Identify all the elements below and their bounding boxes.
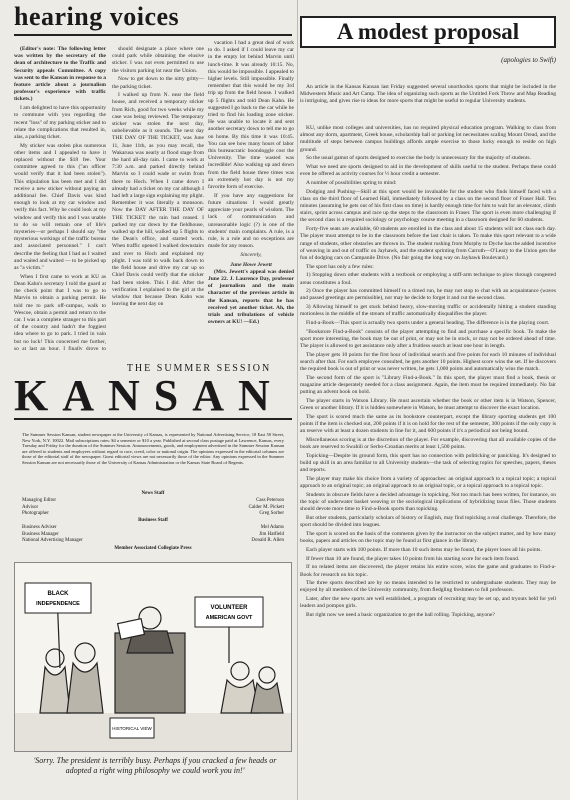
proposal-body (300, 125, 556, 780)
proposal-paragraph: The sport is scored much the same as its bookstore counterpart, except the library sporting students get 100 points if the item is checked out, 200 points if it is on hold for the rest of the semester, 300 points if the only copy is an reserve with at least a dozen students in line for it, and 600 points if it's a periodical not being bound. (300, 414, 556, 435)
proposal-paragraph: But other students, particularly scholars of history or English, may find topicking a real challenge. Therefore, the sport should be divided into leagues. (300, 515, 556, 529)
staff-row (22, 511, 284, 517)
proposal-paragraph: The sport is scored on the basis of the comments given by the instructor on the subject matter, and by how many books, papers and articles on the topic may be found at first glance in the library. (300, 531, 556, 545)
letter-paragraph: When I first came to work at KU as Dean Kahn's secretary I told the guard at the check point that I was to go to Marvin to obtain a parking permit. He told me to park off-campus, walk to Wescoe, obtain a permit and return to the car. I was a complete stranger to this part of the country and hadn't the foggiest idea where to go to park. I tried in vain but no luck! This concerned me further, so at last an hour. I finally drove to (14, 273, 106, 350)
staff-role: Advisor (22, 504, 39, 510)
proposal-paragraph: The three sports described are by no means intended to be restricted to undergraduate students. They may be enjoyed by all members of the University community, from fledgling freshmen to full professors. (300, 580, 556, 594)
cartoon-caption: 'Sorry. The president is terribly busy. Perhaps if you cracked a few heads or adopted a right wing philosophy we could work you in!' (33, 756, 277, 775)
proposal-paragraph: If no related items are discovered, the player retains his entire score, wins the game and graduates to Find-a-Book for research on his topic. (300, 564, 556, 578)
proposal-paragraph: Later, after the new sports are well established, a program of recruiting may be set up, and tryouts held for yell leaders and pompon girls. (300, 596, 556, 610)
letter-column-1 (14, 46, 106, 350)
proposal-paragraph: An article in the Kansas Kansan last Friday suggested several unorthodox sports that might be included in the Midwestern Music and Art Camp. The idea of organizing such sports as the Untitled Fork Throw and Map Reading is intriguing, and gives rise to ideas for more sports that might be useful to regular University students. (300, 84, 556, 105)
proposal-paragraph: 2) Once the player has committed himself to a timed run, he may not stop to chat with an acquaintance (waves and passed greetings are permissible), nor may he decide to forget it and cut the second class. (300, 288, 556, 302)
proposal-paragraph: Miscellaneous scoring is at the discretion of the player. For example, discovering that all available copies of the book are reserved to Swahili or Serbo-Croatian merits at least 1,500 points. (300, 437, 556, 451)
news-staff-heading: News Staff (141, 491, 165, 496)
right-figures (221, 627, 283, 713)
editorial-cartoon (14, 562, 292, 752)
proposal-paragraph: Each player starts with 100 points. If more than 10 such items may be found, the player loses all his points. (306, 546, 542, 553)
masthead-title: KANSAN (14, 376, 292, 420)
staff-role: Business Adviser (22, 525, 57, 531)
staff-name: Greg Sorber (259, 510, 284, 516)
letter-closing: Sincerely, (240, 252, 262, 259)
letter-paragraph: If you have any suggestions for future situations I would greatly appreciate your pearls of wisdom. The lack of communication and unreasonable logic (?) is one of the students' main complaints. A rule, is a rule, is a rule and no exceptions are made for any reason. (208, 192, 294, 250)
proposal-paragraph: The player starts in Watson Library. He must ascertain whether the book or other item is in Watson, Spencer, Green or another library. If it is hidden somewhere in Watson, he must attempt to discover the exact location. (300, 398, 556, 412)
svg-text:INDEPENDENCE: INDEPENDENCE (36, 601, 80, 607)
staff-role: National Advertising Manager (22, 538, 83, 544)
staff-row (22, 538, 284, 544)
staff-name: Donald R. Allen (251, 538, 284, 544)
svg-text:VOLUNTEER: VOLUNTEER (210, 605, 248, 611)
letter-paragraph: I walked up from N. near the field house, and received a temporary sticker from Rich, good for two weeks while my case was being reviewed. The temporary sticker was stolen the next day, unbelievable as it sounds. The next day THE DAY OF THE TICKET, was June 11, June 11th, as you may recall, the Wakarusa was nearly at flood stage from the hard all-day rain. I came to work at 7:30 a.m. and parked directly behind Marvin so I could wade or swim from there to Hoch. When I came down I already had a ticket on my car although I had left a large sign explaining my plight. Remember it was literally a monsoon. Now the DAY AFTER THE DAY OF THE TICKET the rain had ceased. I parked my car down by the fieldhouse, walked up the hill, walked up 5 flights to the Dean's office, and started work. When traffic opened I walked downstairs and over to Hoch and explained my plight. I was told to walk back down to the field house and drive my car up so Chief Davis could verify that the sticker had been stolen. This I did. After the verification I explained to the girl at the window that because Dean Kahn was leaving the next day on (112, 92, 204, 308)
proposal-paragraph: Topicking—Despite its ground form, this sport has no connection with politicking or panicking. It's designed to build up skill in an area familiar to all University students—the task of selecting topics for speeches, papers, theses and reports. (300, 453, 556, 474)
staff-name: Jim Hatfield (259, 531, 284, 537)
business-staff-heading: Business Staff (138, 518, 168, 524)
cartoon-drawing (15, 563, 291, 751)
press-membership: Member Associated Collegiate Press (114, 546, 192, 552)
letters-section-title: hearing voices (14, 2, 292, 36)
letter-paragraph: vacation I had a great deal of work to do. I asked if I could leave my car in the empty lot behind Marvin until lunch-time. It was already 10:15. No, this would be impossible. I appealed to higher levels. Still impossible. Finally remember that this would be my 3rd trip up from the field house. I walked up 5 flights and told Dean Kahn. He suggested I go back to the car while he tried to find his loading zone sticker. He was unable to locate it and sent another secretary down to tell me to go on home. By this time it was 10:45. You can see how many hours of labor this bureaucratic boondoggle cost the University. The time wasted was incredible! Also walking up and down from the field house three times was an extremely hot day is not my favorite form of exercise. (208, 40, 294, 191)
staff-name: Mel Adams (260, 525, 284, 531)
proposal-paragraph: The player may make his choice from a variety of approaches: an original approach to a topical topic; a topical approach to an original topic; an original approach to an original topic, or a topical approach to a topical topic. (300, 476, 556, 490)
proposal-paragraph: 1) Stopping down other students with a textbook or employing a stiff-arm technique to plow through congested areas constitutes a foul. (300, 272, 556, 286)
proposal-byline: (apologies to Swift) (501, 56, 556, 64)
letter-paragraph: (Editor's note: The following letter was written by the secretary of the dean of architecture to the Traffic and Security appeals Committee. A copy was sent to the Kansan in response to a feature article about a journalism professor's experience with traffic tickets.) (14, 46, 106, 103)
letter-paragraph: should designate a place where one could park while obtaining the elusive sticker. I was not even permitted to use the visitors parking lot near the Union. (112, 46, 204, 74)
proposal-paragraph: The second form of the sport is "Library Find-a-Book." In this sport, the player must find a book, thesis or magazine article desperately needed for a class assignment. Again, the item must be required immediately. No fair putting an advent hook on hold. (300, 375, 556, 396)
proposal-paragraph: Dodging and Pushing—Skill at this sport would be invaluable for the student who finds himself faced with a class on the third floor of Learned Hall, immediately followed by a class on the second floor of Fraser Hall. Ten minutes (assuming he gets out of his first class on time) is hardly enough time for him to wait for an elevator, climb stairs, sprint across campus and race up the steps to the classroom in Fraser. The sport is even more challenging if the second class is a required sociology or psychology course meeting in a classroom designed for 60 students. (300, 188, 556, 224)
staff-role: Business Manager (22, 531, 59, 537)
staff-box (22, 490, 284, 553)
staff-name: Calder M. Pickett (248, 504, 284, 510)
proposal-paragraph: The player gets 10 points for the first hour of individual search and five points for each 10 minutes of individual search after that. For each employee consulted, he gets another 10 points. Highest score wins the set. If he discovers the required book is out of print or was never written, he gets 1,000 points and automatically wins the match. (300, 351, 556, 373)
masthead-info: The Summer Session Kansan, student newspaper at the University of Kansas, is represented by National Advertising Service, 18 East 50 Street, New York, N.Y. 10022. Mail subscriptions rates: $4 a semester or $10 a year. Published at second class postage paid at Lawrence, Kansas, every Tuesday and Friday for the duration of the Summer Session. Announcements, goods, and employment advertised in the Summer Session Kansan are offered to students and employees without regard to race, creed, color or national origin. The opinions expressed in the editorial columns are those of the editorial staff of the newspaper. Guest editorial views are not necessarily those of the editor. Any opinions expressed in the Summer Session Kansan are not necessarily those of the University of Kansas Administration or the Kansas State Board of Regents. (22, 432, 284, 465)
proposal-paragraph: So the usual gamut of sports designed to exercise the body is unnecessary for the majority of students. (306, 155, 531, 162)
sign-black-independence (25, 583, 91, 613)
proposal-intro (300, 84, 556, 124)
svg-text:HISTORICAL VIEW: HISTORICAL VIEW (112, 726, 152, 731)
proposal-paragraph: What we need are sports designed to aid in the development of skills useful to the student. Perhaps these could even be offered as activity courses for ½ hour credit a semester. (300, 164, 556, 178)
staff-role: Managing Editor (22, 498, 57, 504)
proposal-paragraph: But right now we need a basic organization to get the ball rolling. Topicking, anyone? (306, 612, 495, 619)
svg-text:BLACK: BLACK (47, 591, 69, 597)
editor-note: (Mrs. Jewett's appeal was denied June 22. J. Laurence Day, professor of journalism and the main character of the previous article in the Kansan, reports that he has received yet another ticket. Ah, the trials and tribulations of vehicle owners at KU! —Ed.) (208, 268, 294, 326)
proposal-paragraph: Find-a-Book—This sport is actually two sports under a general heading. The difference is in the playing court. (306, 320, 550, 327)
letter-signature: June Howe Jewett (230, 261, 272, 268)
proposal-paragraph: KU, unlike most colleges and universities, has no required physical education program. Walking to class from almost any dorm, apartment, Greek house, scholarship hall or parking lot necessitates scaling Mount Oread, and the multitude of steps between campus buildings affords ample exercise to those lucky enough to reside on high ground. (300, 125, 556, 153)
letter-column-2 (112, 46, 204, 350)
letter-paragraph: My sticker was stolen plus numerous other items and I appealed to have it replaced without the $18 fee. Your committee agreed to this ("an officer would verify that it had been stolen"). This stipulation has been met and I did receive a new sticker without paying an additional fee. Chief Davis was kind enough to look at my car window and verify this fact. Why he could look at my window and verify this and I was unable to do so will remain one of life's mysteries—or perhaps I should say "the mysterious workings of the traffic bureau and associated personnel." I can't describe the feeling that I had as I waited and waited and waited — to be picked up as "a victim." (14, 142, 106, 272)
proposal-paragraph: A number of possibilities spring to mind: (306, 179, 397, 186)
staff-role: Photographer (22, 510, 49, 516)
book-prop (110, 718, 154, 738)
proposal-paragraph: If fewer than 10 are found, the player takes 10 points from his starting score for each item found. (306, 555, 520, 562)
letter-paragraph: I am delighted to have this opportunity to commune with you regarding the recent "loss" of my parking sticker and to relate the complications that resulted in, alas, a parking ticket. (14, 105, 106, 140)
proposal-paragraph: The sport has only a few rules: (306, 263, 374, 270)
official-desk (115, 607, 185, 713)
staff-name: Cass Peterson (256, 498, 284, 504)
masthead-kicker: THE SUMMER SESSION (126, 363, 272, 374)
letter-column-3 (208, 40, 294, 358)
letter-paragraph: Now to get down to the nitty gritty—the parking ticket. (112, 76, 204, 90)
sign-volunteer (195, 597, 263, 627)
proposal-title: A modest proposal (300, 16, 556, 48)
proposal-paragraph: "Bookstore Find-a-Book" consists of the player attempting to find and purchase a specific book. To make the sport more interesting, the book may be out of print, or may not be in stock, or may not be ordered ahead of time. The player is allowed to get assistance only after a fruitless search at least one hour in length. (300, 328, 556, 350)
svg-text:AMERICAN GOVT: AMERICAN GOVT (205, 615, 253, 621)
proposal-paragraph: Students in obscure fields have a decided advantage in topicking. Not too much has been written, for instance, on the topic of underwater basket weaving or the sociological implications of hybridizing taxus files. Those students should devote more time to Find-a-Book sports than topicking. (300, 492, 556, 513)
proposal-paragraph: Forty-five seats are available, 60 students are enrolled in the class and about 15 students will not class each day. The player must attempt to be in the classroom before the last chair is taken. To make this sport relevant to a wide range of students, other obstacles are thrown in. The student rushing from Murphy to Dyche has the added incentive of weaving in and out of traffic on Jayhawk, and the student sprinting from Carruth—O'Leary to the Union gets the fun of dodging cars on Campanile Drive. (No fair going the long way on Jayhawk Boulevard.) (300, 226, 556, 261)
column-divider (297, 0, 298, 800)
proposal-paragraph: 3) Allowing himself to get stuck behind heavy, slow-moving traffic or accidentally hitting a student standing motionless in the middle of the stream of traffic automatically disqualifies the player. (300, 304, 556, 318)
